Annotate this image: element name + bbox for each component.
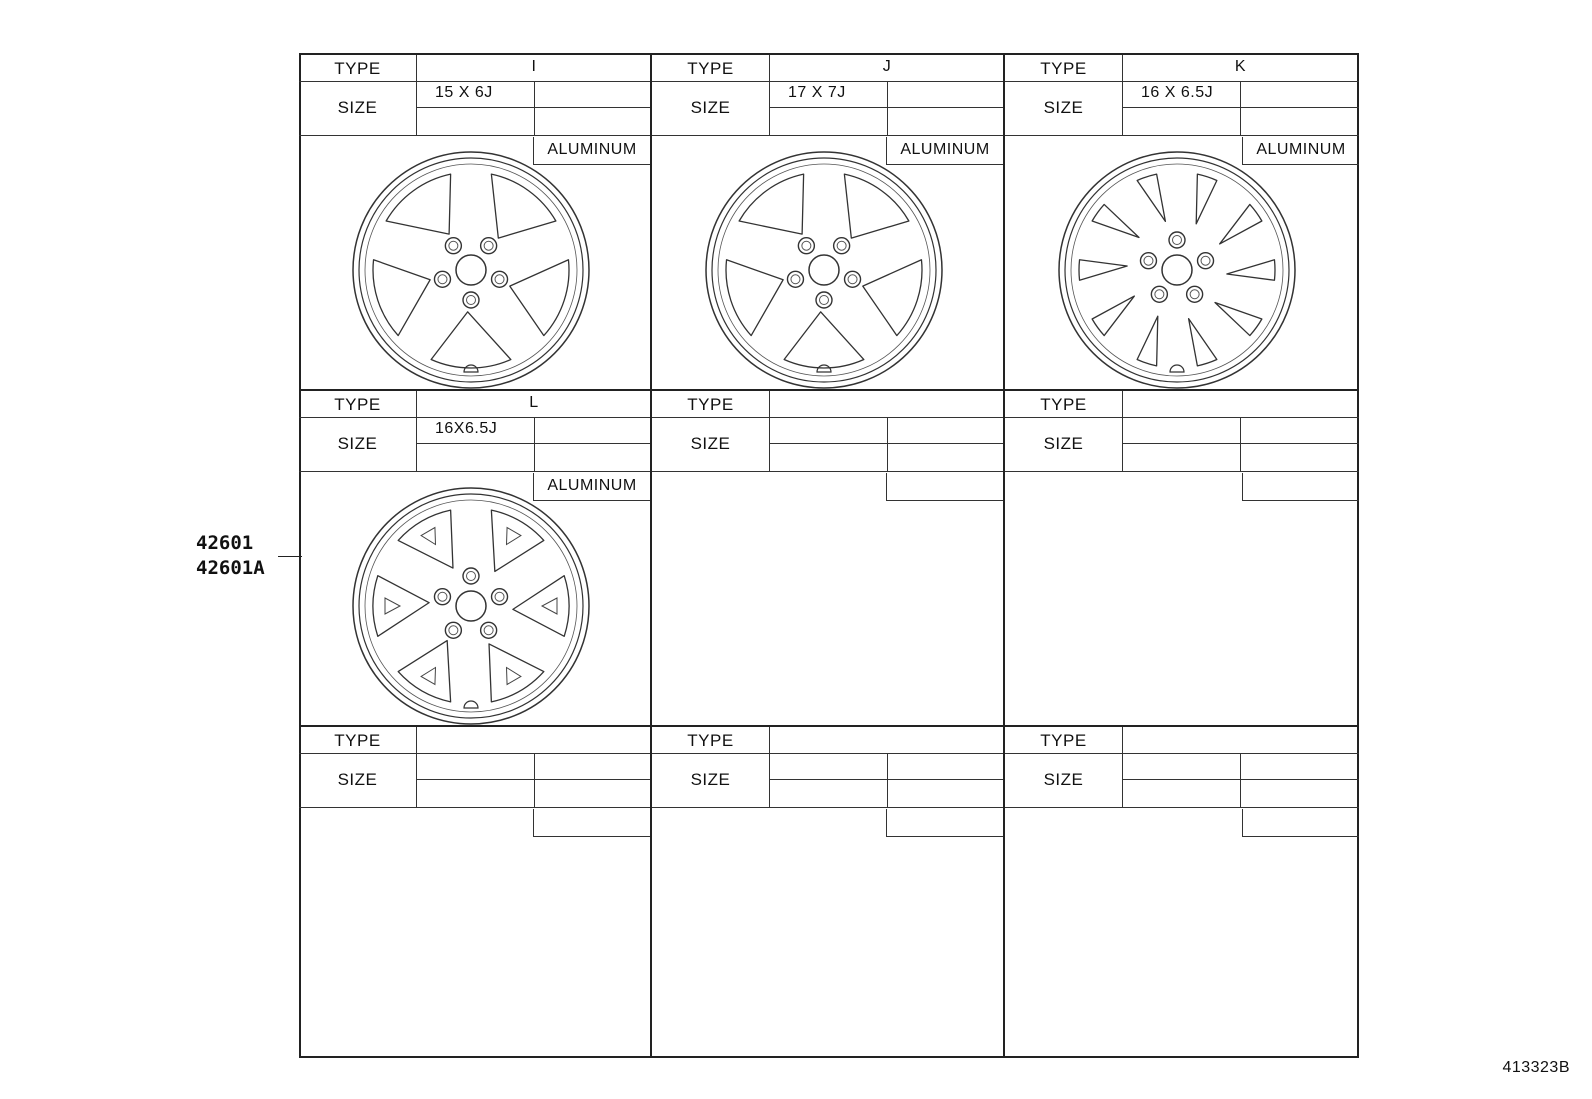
grid-line [534,417,535,471]
grid-line [299,135,650,136]
grid-line [534,81,535,135]
grid-line [416,779,650,780]
size-label: SIZE [337,98,378,117]
wheel-cell-1 [299,55,652,389]
size-value: 15 X 6J [435,84,493,101]
grid-line [769,391,770,471]
grid-line [652,753,1003,754]
document-number: 413323B [1502,1059,1570,1076]
size-label: SIZE [1043,434,1084,453]
grid-line [1122,391,1123,471]
material-box-empty [1242,809,1359,837]
grid-line [299,417,650,418]
grid-line [769,443,1003,444]
type-label: TYPE [334,59,381,78]
grid-line [652,417,1003,418]
wheel-cell-4 [299,391,652,725]
grid-line [887,81,888,135]
grid-line [416,443,650,444]
type-value: J [882,58,892,75]
size-label: SIZE [337,770,378,789]
material-label: ALUMINUM [533,473,650,501]
part-number-42601a: 42601A [196,557,265,579]
material-label: ALUMINUM [1242,137,1359,165]
wheel-cell-6 [1005,391,1359,725]
grid-line [652,471,1003,472]
grid-line [1005,81,1359,82]
grid-line [1005,417,1359,418]
wheel-cell-2 [652,55,1005,389]
grid-line [1240,81,1241,135]
wheel-cell-8 [652,727,1005,1058]
grid-line [416,107,650,108]
grid-line [1005,807,1359,808]
callout-leader-line [278,556,302,557]
material-box-empty [886,473,1003,501]
grid-line [1240,417,1241,471]
type-label: TYPE [687,395,734,414]
size-label: SIZE [337,434,378,453]
grid-line [1122,727,1123,807]
grid-line [299,81,650,82]
grid-line [299,471,650,472]
type-value: I [531,58,537,75]
type-value: K [1234,58,1247,75]
five-spoke-wheel-icon[interactable] [699,145,949,395]
type-label: TYPE [1040,731,1087,750]
wheel-cell-9 [1005,727,1359,1058]
ten-spoke-wheel-icon[interactable] [1052,145,1302,395]
grid-line [652,135,1003,136]
six-spoke-wheel-icon[interactable] [346,481,596,731]
material-box-empty [1242,473,1359,501]
row-separator [299,725,1359,727]
material-box-empty [533,809,650,837]
size-label: SIZE [690,98,731,117]
grid-line [299,807,650,808]
type-label: TYPE [687,59,734,78]
wheel-cell-5 [652,391,1005,725]
grid-line [769,727,770,807]
grid-line [1005,135,1359,136]
grid-line [416,727,417,807]
material-box-empty [886,809,1003,837]
type-value: L [529,394,539,411]
size-label: SIZE [1043,98,1084,117]
type-label: TYPE [1040,59,1087,78]
wheel-cell-7 [299,727,652,1058]
grid-line [887,753,888,807]
row-separator [299,389,1359,391]
size-value: 16X6.5J [435,420,498,437]
size-value: 17 X 7J [788,84,846,101]
grid-line [1005,471,1359,472]
size-label: SIZE [1043,770,1084,789]
size-label: SIZE [690,434,731,453]
material-label: ALUMINUM [886,137,1003,165]
five-spoke-wheel-icon[interactable] [346,145,596,395]
grid-line [652,81,1003,82]
material-label: ALUMINUM [533,137,650,165]
part-number-42601: 42601 [196,532,254,554]
wheel-cell-3 [1005,55,1359,389]
type-label: TYPE [687,731,734,750]
type-label: TYPE [334,395,381,414]
grid-line [299,753,650,754]
size-value: 16 X 6.5J [1141,84,1214,101]
grid-line [769,779,1003,780]
part-number-callout[interactable] [196,531,265,581]
type-label: TYPE [334,731,381,750]
grid-line [769,107,1003,108]
grid-line [887,417,888,471]
size-label: SIZE [690,770,731,789]
grid-line [652,807,1003,808]
type-label: TYPE [1040,395,1087,414]
grid-line [534,753,535,807]
grid-line [1240,753,1241,807]
grid-line [1005,753,1359,754]
